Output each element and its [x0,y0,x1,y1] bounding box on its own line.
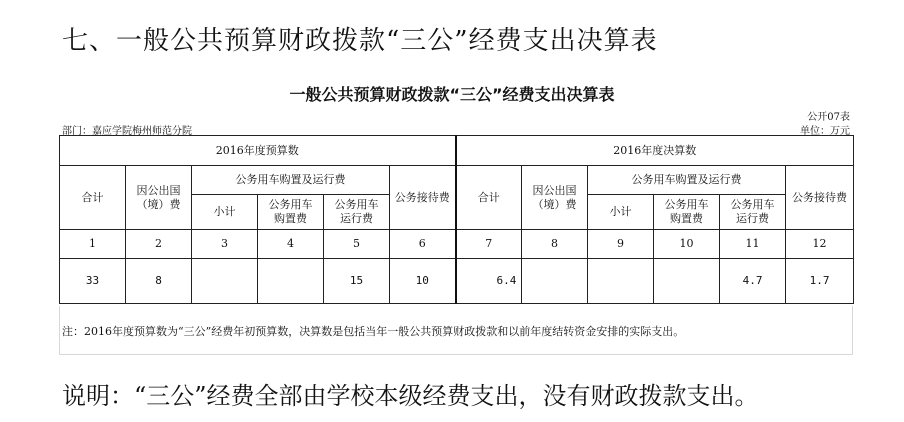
final-total-value: 6.4 [456,259,522,304]
col-number: 9 [588,230,654,259]
final-group-header: 2016年度决算数 [456,136,854,166]
final-vehicle-group-header: 公务用车购置及运行费 [588,166,786,195]
col-number: 7 [456,230,522,259]
col-number: 5 [324,230,390,259]
final-subtotal-value [588,259,654,304]
col-number: 2 [126,230,192,259]
final-travel-value [522,259,588,304]
department-label: 部门：嘉应学院梅州师范分院 [62,126,192,137]
final-travel-header: 因公出国 （境）费 [522,166,588,230]
form-code: 公开07表 [807,112,850,123]
final-purchase-header: 公务用车 购置费 [654,195,720,230]
col-number: 12 [786,230,854,259]
budget-subtotal-header: 小计 [192,195,258,230]
page-heading: 七、一般公共预算财政拨款“三公”经费支出决算表 [62,26,658,56]
col-number: 6 [390,230,456,259]
column-number-row [60,230,854,259]
col-number: 1 [60,230,126,259]
col-number: 8 [522,230,588,259]
budget-operation-header: 公务用车 运行费 [324,195,390,230]
budget-total-header: 合计 [60,166,126,230]
final-operation-value: 4.7 [720,259,786,304]
budget-vehicle-group-header: 公务用车购置及运行费 [192,166,390,195]
budget-total-value: 33 [60,259,126,304]
final-total-header: 合计 [456,166,522,230]
value-row [60,259,854,304]
budget-reception-header: 公务接待费 [390,166,456,230]
explanation-text: 说明：“三公”经费全部由学校本级经费支出，没有财政拨款支出。 [62,382,759,410]
expense-table [59,135,854,304]
table-title: 一般公共预算财政拨款“三公”经费支出决算表 [289,85,615,104]
budget-operation-value: 15 [324,259,390,304]
col-number: 10 [654,230,720,259]
budget-reception-value: 10 [390,259,456,304]
table-note: 注：2016年度预算数为“三公”经费年初预算数，决算数是包括当年一般公共预算财政拨款和以前年度结转资金安排的实际支出。 [62,325,685,338]
unit-label: 单位：万元 [800,126,850,137]
final-reception-value: 1.7 [786,259,854,304]
budget-purchase-value [258,259,324,304]
col-number: 4 [258,230,324,259]
col-number: 11 [720,230,786,259]
final-subtotal-header: 小计 [588,195,654,230]
budget-travel-value: 8 [126,259,192,304]
budget-purchase-header: 公务用车 购置费 [258,195,324,230]
budget-group-header: 2016年度预算数 [60,136,456,166]
final-operation-header: 公务用车 运行费 [720,195,786,230]
budget-subtotal-value [192,259,258,304]
budget-travel-header: 因公出国 （境）费 [126,166,192,230]
col-number: 3 [192,230,258,259]
final-purchase-value [654,259,720,304]
final-reception-header: 公务接待费 [786,166,854,230]
